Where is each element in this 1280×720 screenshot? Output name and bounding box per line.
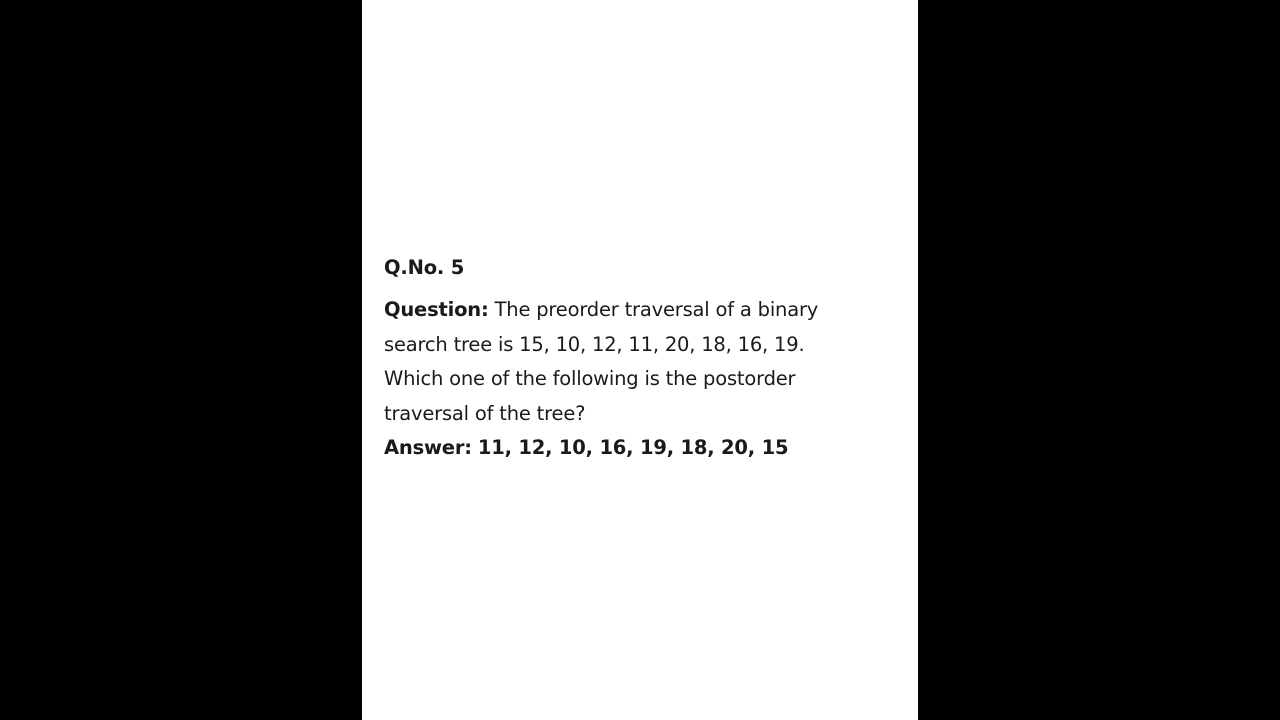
question-label: Question: bbox=[384, 298, 489, 321]
question-card bbox=[384, 252, 864, 466]
content-panel bbox=[362, 0, 918, 720]
answer-value: 11, 12, 10, 16, 19, 18, 20, 15 bbox=[477, 436, 789, 459]
answer-block bbox=[384, 431, 864, 466]
question-text: The preorder traversal of a binary search tree is 15, 10, 12, 11, 20, 18, 16, 19. Which one of the following is the postorder traversal of the tree? bbox=[384, 298, 819, 425]
question-number: Q.No. 5 bbox=[384, 256, 465, 279]
question-text-block bbox=[384, 293, 864, 431]
answer-label: Answer: bbox=[384, 436, 472, 459]
